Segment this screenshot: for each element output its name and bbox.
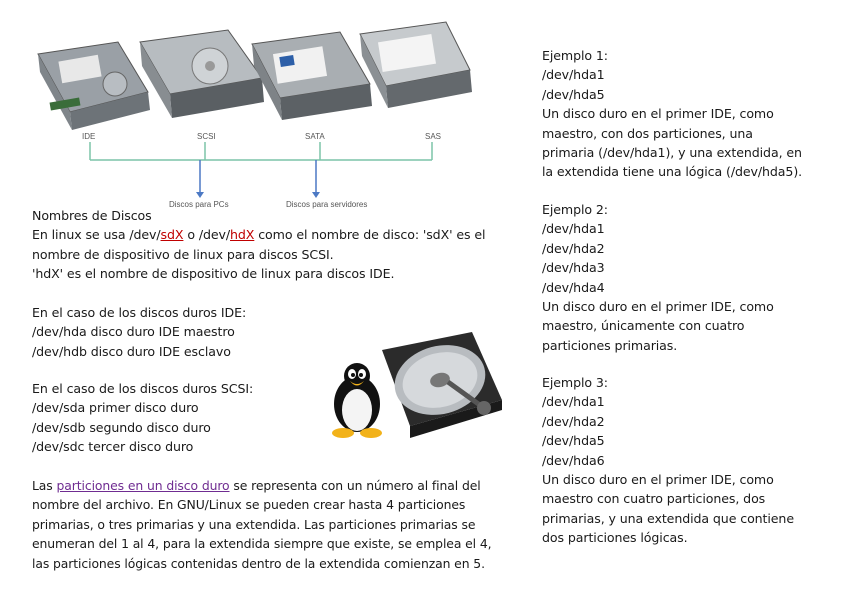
ejemplo-3-line: dos particiones lógicas. (542, 530, 688, 546)
disk-illustration (30, 14, 480, 214)
text-run: se representa con un número al final del (229, 478, 481, 493)
particiones-line-1 (32, 476, 532, 495)
scsi-line-4: /dev/sdc tercer disco duro (32, 439, 194, 455)
ejemplo-2-line: /dev/hda3 (542, 260, 605, 276)
particiones-line-2: nombre del archivo. En GNU/Linux se pueden crear hasta 4 particiones (32, 497, 466, 513)
open-hard-disk-image (376, 330, 506, 440)
ejemplo-3-line: /dev/hda1 (542, 394, 605, 410)
ide-line-3: /dev/hdb disco duro IDE esclavo (32, 343, 231, 359)
particiones-line-5: las particiones lógicas contenidas dentro de la extendida comienzan en 5. (32, 555, 485, 571)
ejemplo-2-title: Ejemplo 2: (542, 202, 608, 217)
nombres-section (32, 206, 522, 284)
ejemplo-3-line: /dev/hda6 (542, 452, 605, 468)
sdx-highlight: sdX (160, 227, 184, 243)
particiones-link[interactable]: particiones en un disco duro (56, 478, 230, 493)
label-discos-servidores: Discos para servidores (286, 200, 368, 209)
label-ide: IDE (82, 132, 96, 141)
sata-disk-image (252, 32, 372, 120)
text-run: o /dev/ (183, 227, 231, 243)
ejemplo-3-line: primarias, y una extendida que contiene (542, 510, 794, 526)
scsi-disk-image (140, 30, 264, 118)
ide-line-1: En el caso de los discos duros IDE: (32, 305, 247, 320)
ejemplo-2-line: /dev/hda4 (542, 279, 605, 295)
ejemplo-2-line: /dev/hda2 (542, 240, 605, 256)
ejemplo-1-line: /dev/hda5 (542, 86, 605, 102)
particiones-line-3: primarias, o tres primarias y una extendida. Las particiones primarias se (32, 516, 476, 532)
particiones-section (32, 476, 532, 573)
text-run: En linux se usa /dev/ (32, 227, 161, 243)
text-run: como el nombre de disco: 'sdX' es el (254, 227, 486, 243)
label-scsi: SCSI (197, 132, 216, 141)
ejemplo-3-line: Un disco duro en el primer IDE, como (542, 472, 774, 488)
ejemplo-2-line: maestro, únicamente con cuatro (542, 318, 745, 334)
scsi-line-1: En el caso de los discos duros SCSI: (32, 381, 254, 396)
ejemplo-2 (542, 200, 832, 355)
ejemplo-3-line: maestro con cuatro particiones, dos (542, 491, 766, 507)
label-sata: SATA (305, 132, 325, 141)
scsi-section (32, 379, 322, 457)
nombres-line-2: nombre de dispositivo de linux para discos SCSI. (32, 246, 334, 262)
text-run: Las (32, 478, 57, 493)
hdx-highlight: hdX (230, 227, 255, 243)
nombres-line-3: 'hdX' es el nombre de dispositivo de linux para discos IDE. (32, 266, 395, 282)
ejemplo-2-line: /dev/hda1 (542, 221, 605, 237)
ejemplo-1-line: Un disco duro en el primer IDE, como (542, 106, 774, 122)
ide-line-2: /dev/hda disco duro IDE maestro (32, 324, 235, 340)
label-discos-pc: Discos para PCs (169, 200, 229, 209)
nombres-heading: Nombres de Discos (32, 208, 152, 223)
ejemplo-3-line: /dev/hda2 (542, 413, 605, 429)
ejemplo-1-line: maestro, con dos particiones, una (542, 125, 753, 141)
disk-types-diagram (30, 14, 480, 214)
sas-disk-image (360, 22, 472, 108)
ide-section (32, 303, 332, 361)
ejemplo-2-line: Un disco duro en el primer IDE, como (542, 299, 774, 315)
ejemplo-1-line: primaria (/dev/hda1), y una extendida, en (542, 145, 802, 161)
nombres-line-1 (32, 225, 522, 244)
ejemplo-1-title: Ejemplo 1: (542, 48, 608, 63)
ide-disk-image (38, 42, 150, 130)
scsi-line-3: /dev/sdb segundo disco duro (32, 419, 211, 435)
ejemplo-1-line: /dev/hda1 (542, 67, 605, 83)
scsi-line-2: /dev/sda primer disco duro (32, 400, 199, 416)
ejemplo-1-line: la extendida tiene una lógica (/dev/hda5). (542, 164, 803, 180)
label-sas: SAS (425, 132, 442, 141)
ejemplo-3 (542, 373, 832, 548)
ejemplo-1 (542, 46, 832, 182)
ejemplo-2-line: particiones primarias. (542, 337, 678, 353)
ejemplo-3-line: /dev/hda5 (542, 433, 605, 449)
particiones-line-4: enumeran del 1 al 4, para la extendida siempre que existe, se emplea el 4, (32, 536, 492, 552)
ejemplo-3-title: Ejemplo 3: (542, 375, 608, 390)
